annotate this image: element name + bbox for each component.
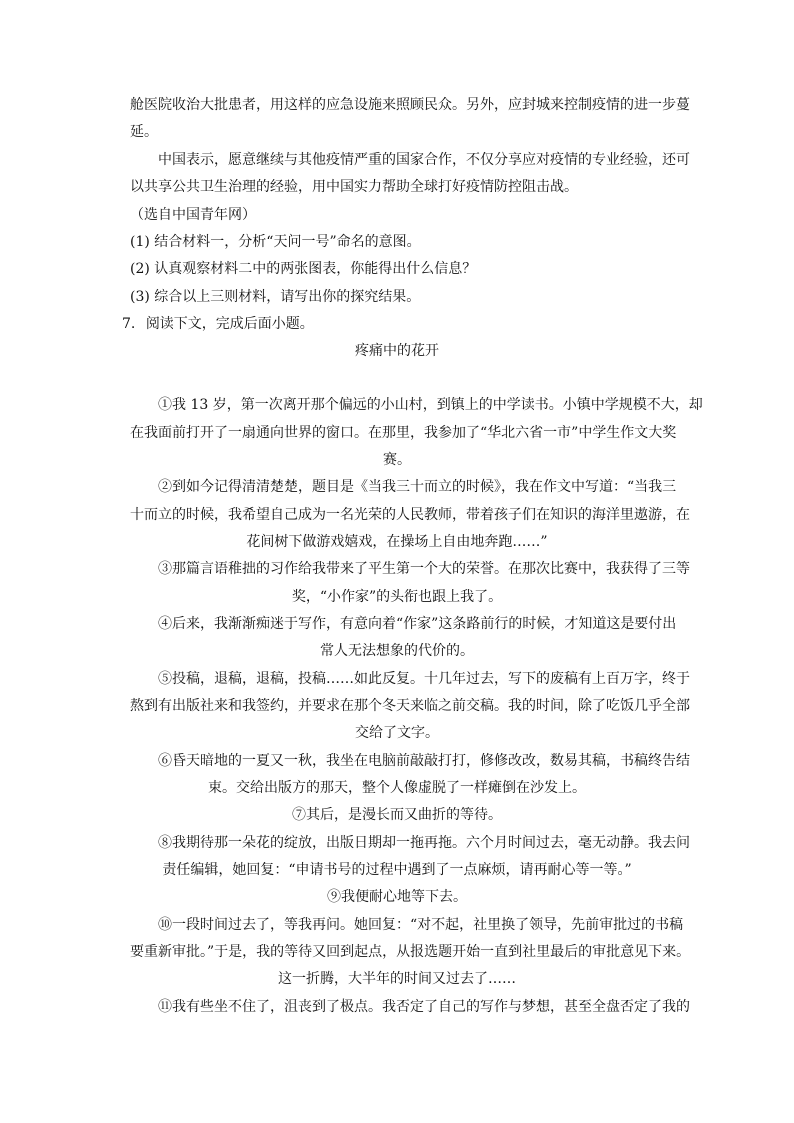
passage-line: ⑤投稿，退稿，退稿，投稿……如此反复。十几年过去，写下的废稿有上百万字，终于 [158, 671, 690, 687]
question-item: (3) 综合以上三则材料，请写出你的探究结果。 [130, 289, 421, 305]
passage-line: 束。交给出版方的那天，整个人像虚脱了一样瘫倒在沙发上。 [208, 780, 586, 796]
material-paragraph-line: 舱医院收治大批患者，用这样的应急设施来照顾民众。另外，应封城来控制疫情的进一步蔓 [130, 97, 690, 113]
passage-line: 奖，“小作家”的头衔也跟上我了。 [291, 589, 503, 605]
passage-line: 花间树下做游戏嬉戏，在操场上自由地奔跑……” [246, 534, 548, 550]
passage-line: ①我 13 岁，第一次离开那个偏远的小山村，到镇上的中学读书。小镇中学规模不大，却 [158, 397, 703, 413]
passage-line: ③那篇言语稚拙的习作给我带来了平生第一个大的荣誉。在那次比赛中，我获得了三等 [158, 561, 690, 577]
passage-line: 常人无法想象的代价的。 [320, 643, 474, 659]
question-item: (2) 认真观察材料二中的两张图表，你能得出什么信息？ [130, 261, 477, 277]
passage-line: 要重新审批。”于是，我的等待又回到起点，从报选题开始一直到社里最后的审批意见下来。 [130, 944, 691, 960]
passage-line: ⑧我期待那一朵花的绽放，出版日期却一拖再拖。六个月时间过去，毫无动静。我去问 [158, 835, 690, 851]
material-paragraph-line: 中国表示，愿意继续与其他疫情严重的国家合作，不仅分享应对疫情的专业经验，还可 [158, 152, 690, 168]
question-number: 7. [122, 316, 136, 332]
passage-line: 这一折腾，大半年的时间又过去了…… [278, 971, 516, 987]
passage-line: ⑨我便耐心地等下去。 [327, 889, 467, 905]
passage-line: ⑩一段时间过去了，等我再问。她回复：“对不起，社里换了领导，先前审批过的书稿 [158, 917, 684, 933]
source-note: （选自中国青年网） [130, 207, 256, 223]
passage-line: 熬到有出版社来和我签约，并要求在那个冬天来临之前交稿。我的时间，除了吃饭几乎全部 [130, 698, 690, 714]
passage-line: ⑥昏天暗地的一夏又一秋，我坐在电脑前敲敲打打，修修改改，数易其稿，书稿终告结 [158, 753, 690, 769]
passage-line: ④后来，我渐渐痴迷于写作，有意向着“作家”这条路前行的时候，才知道这是要付出 [158, 616, 677, 632]
passage-line: 十而立的时候，我希望自己成为一名光荣的人民教师，带着孩子们在知识的海洋里遨游，在 [130, 507, 690, 523]
material-paragraph-line: 延。 [130, 124, 158, 140]
passage-line: 责任编辑，她回复：“申请书号的过程中遇到了一点麻烦，请再耐心等一等。” [162, 862, 632, 878]
question-prompt: 阅读下文，完成后面小题。 [145, 316, 314, 332]
passage-line: ⑦其后，是漫长而又曲折的等待。 [292, 807, 502, 823]
passage-title: 疼痛中的花开 [355, 343, 439, 359]
passage-line: 赛。 [383, 452, 411, 468]
passage-line: ②到如今记得清清楚楚，题目是《当我三十而立的时候》，我在作文中写道：“当我三 [158, 479, 677, 495]
passage-line: ⑪我有些坐不住了，沮丧到了极点。我否定了自己的写作与梦想，甚至全盘否定了我的 [158, 999, 690, 1015]
question-item: (1) 结合材料一，分析“天问一号”命名的意图。 [130, 234, 421, 250]
passage-line: 在我面前打开了一扇通向世界的窗口。在那里，我参加了“华北六省一市”中学生作文大奖 [130, 425, 677, 441]
question-7-header [122, 314, 314, 334]
material-paragraph-line: 以共享公共卫生治理的经验，用中国实力帮助全球打好疫情防控阻击战。 [130, 179, 578, 195]
passage-line: 交给了文字。 [355, 725, 439, 741]
